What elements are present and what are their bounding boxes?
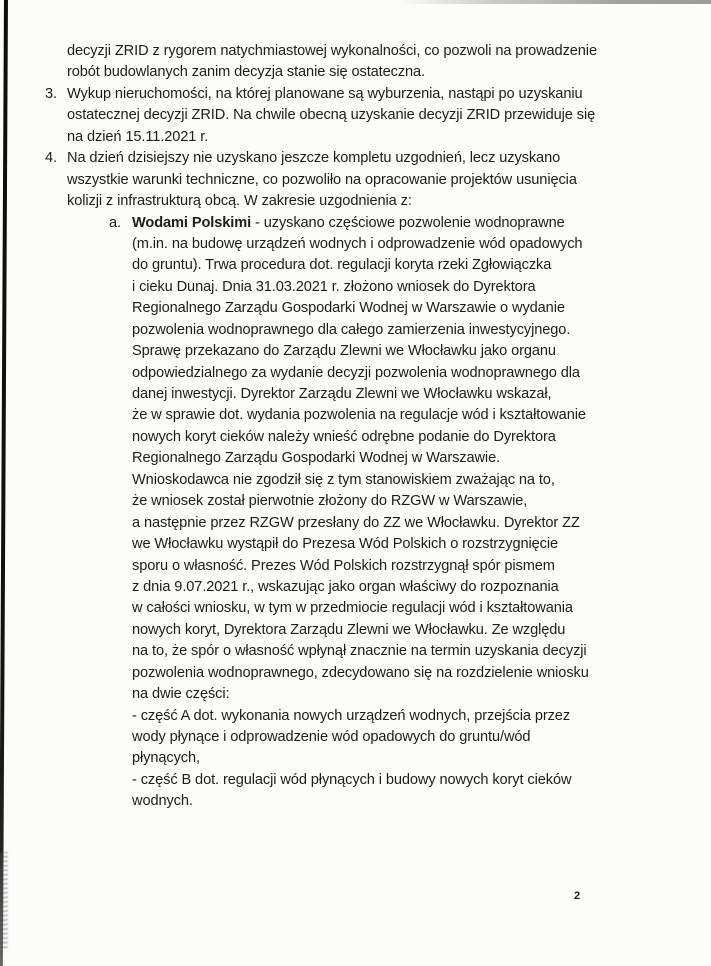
text-line: kolizji z infrastrukturą obcą. W zakresie uzgodnienia z: — [67, 193, 412, 210]
text-line: Regionalnego Zarządu Gospodarki Wodnej w Warszawie o wydanie — [132, 300, 565, 317]
list-item-3 — [45, 84, 711, 148]
list-item-number: 3. — [45, 85, 57, 102]
text-line: robót budowlanych zanim decyzja stanie się ostateczna. — [67, 64, 426, 81]
text-line: odpowiedzialnego za wydanie decyzji pozwolenia wodnoprawnego dla — [132, 364, 580, 381]
text-line: decyzji ZRID z rygorem natychmiastowej wykonalności, co pozwoli na prowadzenie — [67, 43, 597, 59]
scan-smudge-artifact — [0, 852, 8, 950]
text-line: nowych koryt, Dyrektora Zarządu Zlewni we Włocławku. Ze względu — [132, 621, 566, 638]
text-line: - część B dot. regulacji wód płynących i budowy nowych koryt cieków — [132, 771, 572, 788]
lead-rest: - uzyskano częściowe pozwolenie wodnoprawne — [251, 214, 565, 231]
text-line: w całości wniosku, w tym w przedmiocie regulacji wód i kształtowania — [132, 600, 573, 617]
text-line: Wykup nieruchomości, na której planowane są wyburzenia, nastąpi po uzyskaniu — [67, 85, 583, 102]
text-line: Na dzień dzisiejszy nie uzyskano jeszcze kompletu uzgodnień, lecz uzyskano — [67, 150, 561, 167]
text-line: że wniosek został pierwotnie złożony do RZGW w Warszawie, — [132, 493, 528, 510]
text-line: Wnioskodawca nie zgodził się z tym stanowiskiem zważając na to, — [132, 471, 555, 488]
text-line: że w sprawie dot. wydania pozwolenia na regulacje wód i kształtowanie — [132, 407, 586, 424]
text-line: Regionalnego Zarządu Gospodarki Wodnej w Warszawie. — [132, 450, 501, 467]
text-line: na to, że spór o własność wpłynął znacznie na termin uzyskania decyzji — [132, 643, 587, 660]
lead-term-bold: Wodami Polskimi — [132, 214, 252, 231]
sub-item-letter: a. — [109, 214, 121, 231]
scan-edge-artifact-top — [398, 0, 711, 4]
text-line: (m.in. na budowę urządzeń wodnych i odprowadzenie wód opadowych — [132, 235, 583, 252]
text-line: ostatecznej decyzji ZRID. Na chwile obecną uzyskanie decyzji ZRID przewiduje się — [67, 107, 596, 124]
document-body — [0, 41, 711, 813]
list-item-4 — [45, 148, 711, 212]
text-line: - część A dot. wykonania nowych urządzeń wodnych, przejścia przez — [132, 707, 571, 724]
text-line: do gruntu). Trwa procedura dot. regulacji koryta rzeki Zgłowiączka — [132, 257, 552, 274]
text-line: danej inwestycji. Dyrektor Zarządu Zlewni we Włocławku wskazał, — [132, 386, 552, 402]
text-line: pozwolenia wodnoprawnego dla całego zamierzenia inwestycyjnego. — [132, 321, 571, 338]
text-line: z dnia 9.07.2021 r., wskazując jako organ właściwy do rozpoznania — [132, 578, 559, 595]
text-line: a następnie przez RZGW przesłany do ZZ we Włocławku. Dyrektor ZZ — [132, 514, 580, 531]
text-line: wodnych. — [132, 793, 193, 810]
text-line: pozwolenia wodnoprawnego, zdecydowano się na rozdzielenie wniosku — [132, 664, 589, 681]
text-line: wszystkie warunki techniczne, co pozwoliło na opracowanie projektów usunięcia — [67, 171, 577, 188]
text-line: i cieku Dunaj. Dnia 31.03.2021 r. złożono wniosek do Dyrektora — [132, 278, 536, 295]
text-line: wody płynące i odprowadzenie wód opadowych do gruntu/wód — [132, 729, 531, 745]
text-line: nowych koryt cieków należy wnieść odrębne podanie do Dyrektora — [132, 428, 556, 445]
text-line: Sprawę przekazano do Zarządu Zlewni we Włocławku jako organu — [132, 343, 556, 360]
text-line: na dzień 15.11.2021 r. — [67, 128, 209, 145]
text-line: na dwie części: — [132, 686, 230, 703]
sub-item-a — [109, 213, 711, 813]
text-line: płynących, — [132, 750, 200, 767]
list-item-number: 4. — [45, 150, 57, 167]
text-line-lead — [132, 213, 711, 234]
text-line: sporu o własność. Prezes Wód Polskich rozstrzygnął spór pismem — [132, 557, 555, 574]
text-line: we Włocławku wystąpił do Prezesa Wód Polskich o rozstrzygnięcie — [132, 536, 558, 553]
paragraph-continuation — [67, 41, 711, 84]
page-number: 2 — [574, 890, 581, 902]
